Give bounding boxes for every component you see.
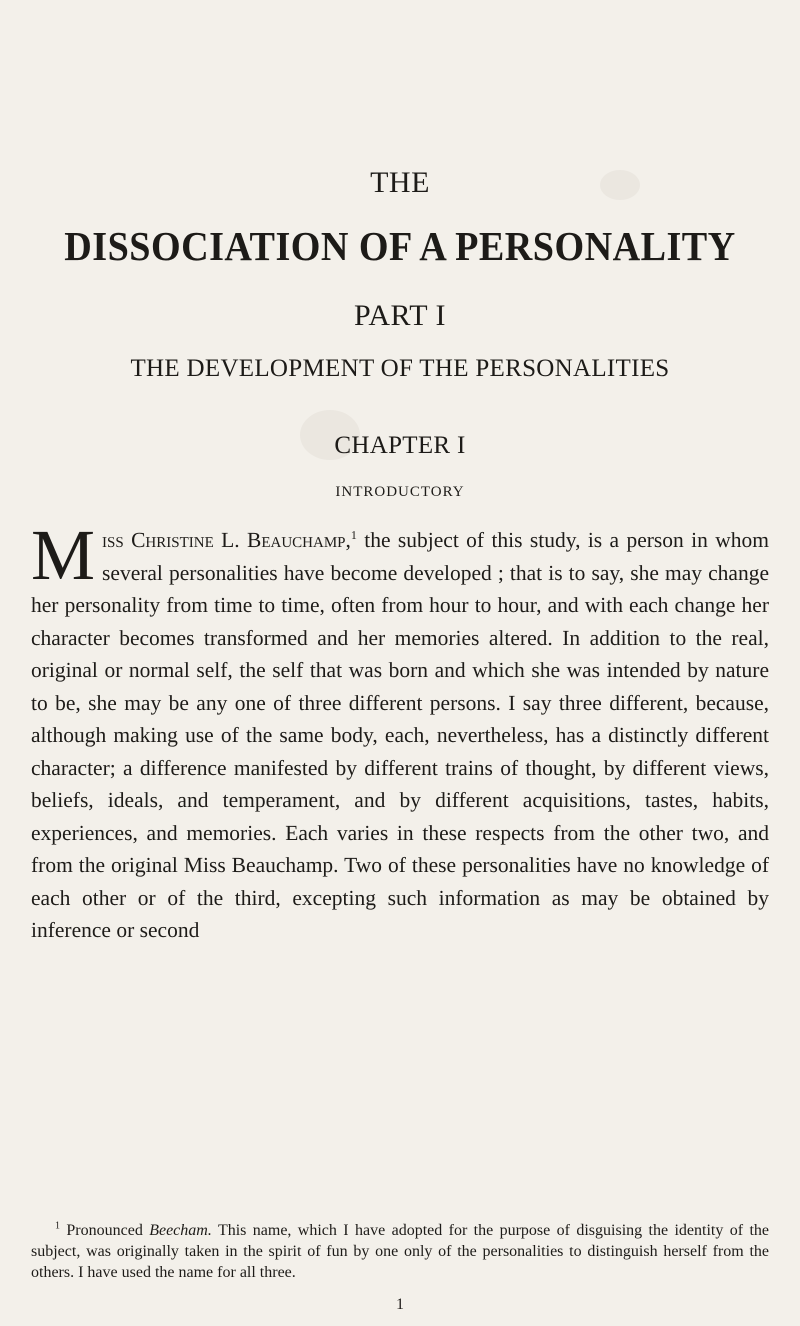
footnote — [31, 1220, 769, 1283]
footnote-reference: 1 — [350, 527, 357, 542]
part-heading: PART I — [353, 299, 447, 332]
part-subtitle: THE DEVELOPMENT OF THE PERSONALITIES — [130, 355, 670, 382]
heading-the: THE — [370, 166, 430, 199]
footnote-italic-word: Beecham. — [149, 1222, 212, 1239]
footnote-text-before: Pronounced — [60, 1222, 150, 1239]
footnote-text — [31, 1220, 769, 1283]
chapter-heading: CHAPTER I — [334, 432, 466, 459]
drop-cap: M — [31, 515, 96, 595]
page-number: 1 — [396, 1296, 404, 1313]
section-heading: INTRODUCTORY — [335, 484, 465, 500]
book-title: DISSOCIATION OF A PERSONALITY — [64, 223, 736, 269]
footnote-marker: 1 — [55, 1220, 60, 1232]
opening-word-rest: iss — [102, 528, 124, 552]
subject-name: Christine L. Beauchamp, — [131, 528, 351, 552]
chapter-body-text — [31, 515, 769, 947]
footnote-text-after: This name, which I have adopted for the purpose of disguising the identity of the subject, was originally taken in the spirit of fun by one only of the personalities to distinguish herself from the others. I have used the name for all three. — [31, 1222, 769, 1281]
paragraph-text: the subject of this study, is a person in whom several personalities have become developed ; that is to say, she may change her personality from time to time, often from hour to hour, and with each change her character becomes transformed and her memories altered. In addition to the real, original or normal self, the self that was born and which she was intended by nature to be, she may be any one of three different persons. I say three different, because, although making use of the same body, each, nevertheless, has a distinctly different character; a difference manifested by different trains of thought, by different views, beliefs, ideals, and temperament, and by different acquisitions, tastes, habits, experiences, and memories. Each varies in these respects from the other two, and from the original Miss Beauchamp. Two of these personalities have no knowledge of each other or of the third, excepting such information as may be obtained by inference or second — [31, 528, 769, 942]
